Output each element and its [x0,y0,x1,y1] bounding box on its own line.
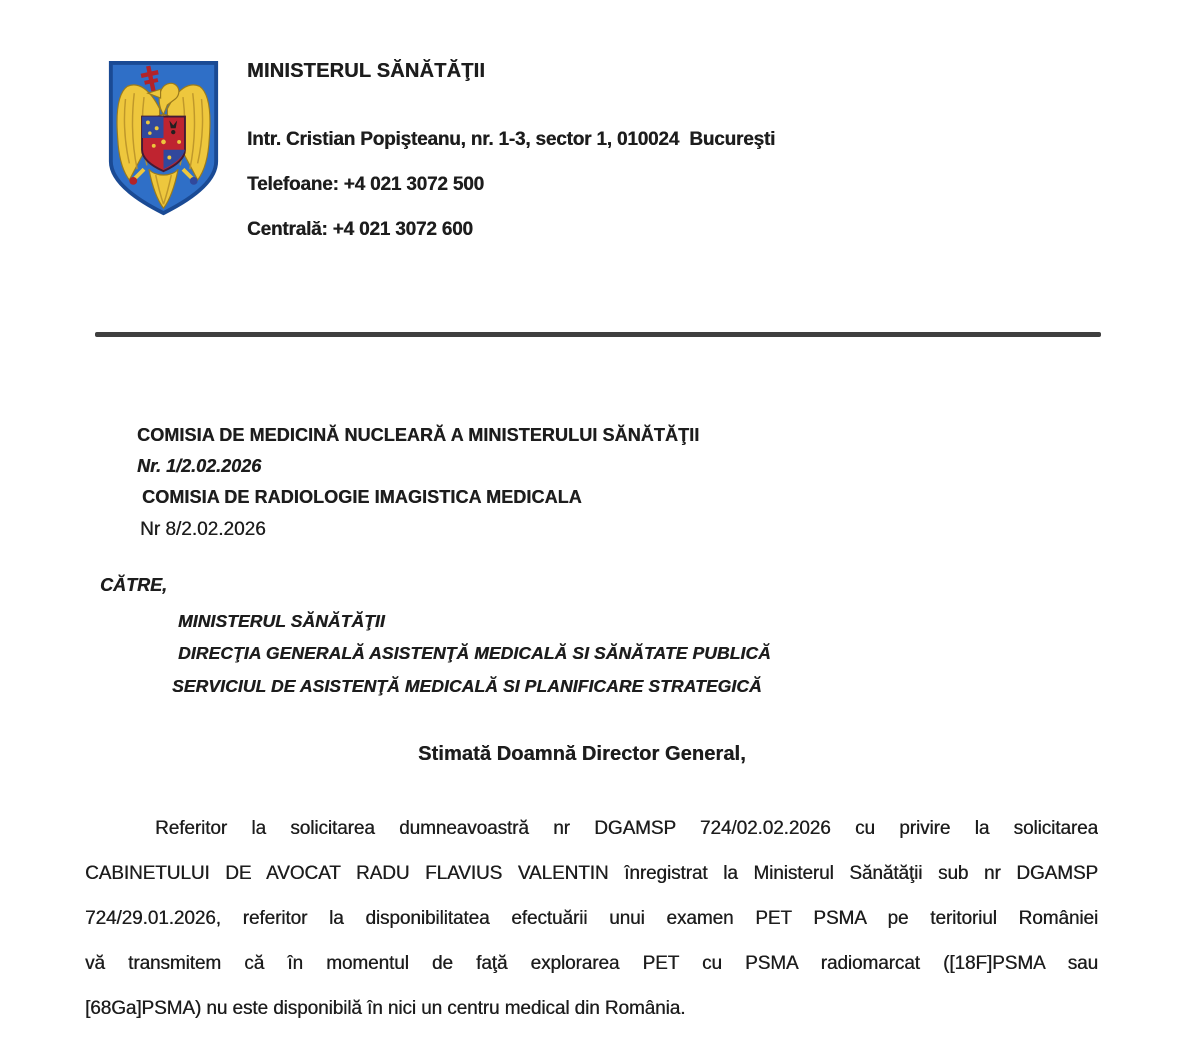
nuclear-medicine-commission-title: COMISIA DE MEDICINĂ NUCLEARĂ A MINISTERULUI SĂNĂTĂŢII [137,425,700,445]
romania-emblem-svg [105,60,222,216]
recipient-to-label: CĂTRE, [100,575,167,595]
divider-line [95,332,1101,337]
ministry-name: MINISTERUL SĂNĂTĂŢII [247,60,486,82]
coat-of-arms-icon [105,60,222,216]
ministry-phones: Telefoane: +4 021 3072 500 [247,174,484,195]
salutation: Stimată Doamnă Director General, [418,743,746,765]
body-line-5: [68Ga]PSMA) nu este disponibilă în nici un centru medical din România. [85,998,686,1019]
radiology-commission-title: COMISIA DE RADIOLOGIE IMAGISTICA MEDICALA [142,487,582,507]
body-line-3: 724/29.01.2026, referitor la disponibilitatea efectuării unui examen PET PSMA pe teritoriul României [85,908,1098,929]
body-line-1: Referitor la solicitarea dumneavoastră nr DGAMSP 724/02.02.2026 cu privire la solicitarea [155,818,1098,839]
ministry-address: Intr. Cristian Popişteanu, nr. 1-3, sector 1, 010024 Bucureşti [247,129,776,150]
radiology-commission-number: Nr 8/2.02.2026 [140,519,266,540]
recipient-line-ministry: MINISTERUL SĂNĂTĂŢII [178,611,385,631]
recipient-line-directorate: DIRECŢIA GENERALĂ ASISTENŢĂ MEDICALĂ SI SĂNĂTATE PUBLICĂ [178,643,771,663]
body-line-4: vă transmitem că în momentul de faţă explorarea PET cu PSMA radiomarcat ([18F]PSMA sau [85,953,1098,974]
recipient-line-service: SERVICIUL DE ASISTENŢĂ MEDICALĂ SI PLANIFICARE STRATEGICĂ [172,676,762,696]
body-line-2: CABINETULUI DE AVOCAT RADU FLAVIUS VALENTIN înregistrat la Ministerul Sănătăţii sub nr DGAMSP [85,863,1098,884]
ministry-switchboard: Centrală: +4 021 3072 600 [247,219,473,240]
nuclear-medicine-commission-number: Nr. 1/2.02.2026 [137,456,262,476]
